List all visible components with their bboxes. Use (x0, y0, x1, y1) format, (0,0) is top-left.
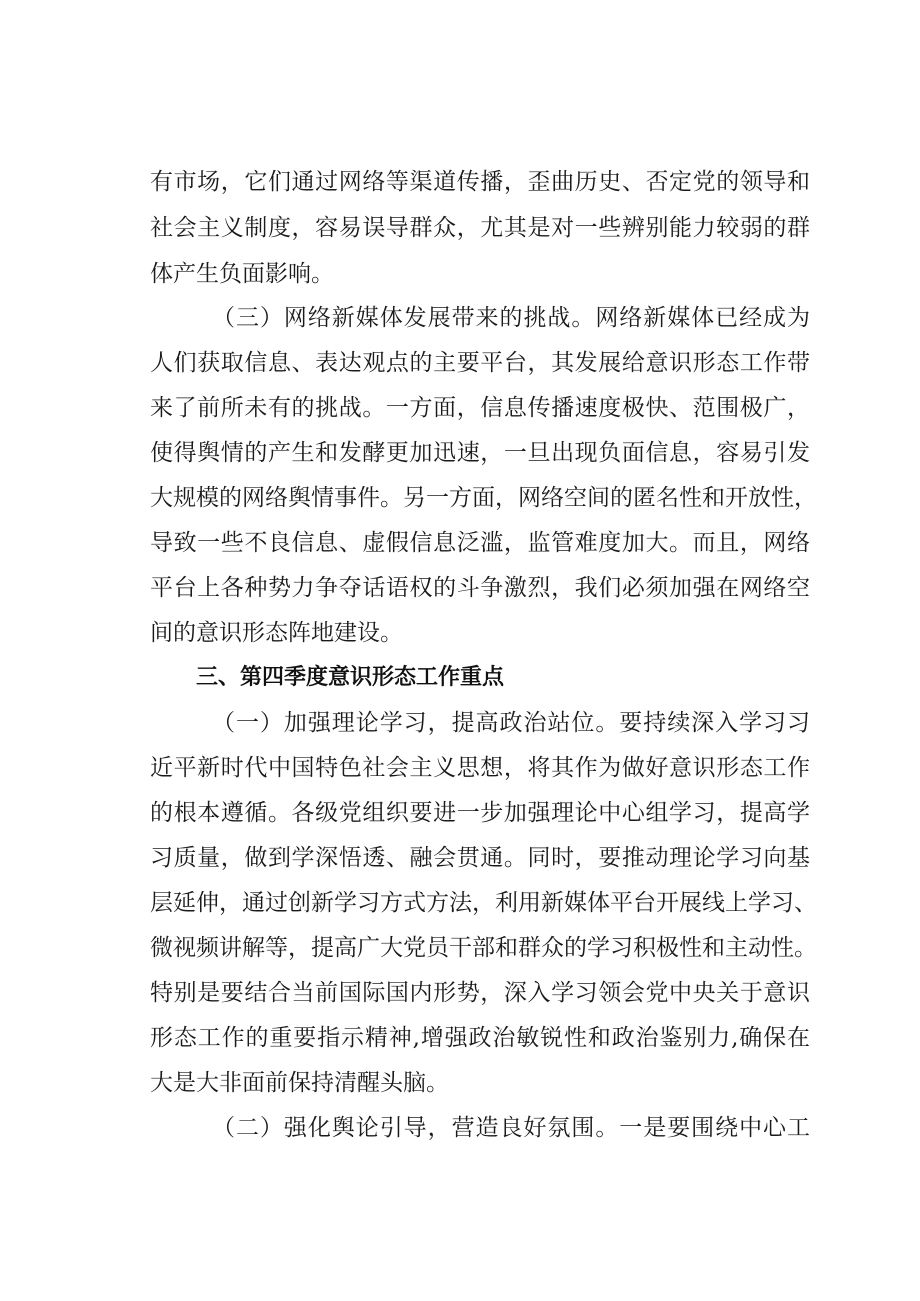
body-text-line: （三）网络新媒体发展带来的挑战。网络新媒体已经成为 (212, 305, 810, 331)
body-text-line: 体产生负面影响。 (150, 261, 334, 287)
body-text-line: （二）强化舆论引导，营造良好氛围。一是要围绕中心工 (212, 1115, 810, 1141)
body-text-line: 有市场，它们通过网络等渠道传播，歪曲历史、否定党的领导和 (150, 169, 810, 195)
body-text-line: （一）加强理论学习，提高政治站位。要持续深入学习习 (212, 710, 810, 736)
body-text-line: 微视频讲解等，提高广大党员干部和群众的学习积极性和主动性。 (150, 935, 817, 961)
section-heading: 三、第四季度意识形态工作重点 (196, 665, 505, 690)
body-text-line: 使得舆情的产生和发酵更加迅速，一旦出现负面信息，容易引发 (150, 440, 810, 466)
body-text-line: 导致一些不良信息、虚假信息泛滥，监管难度加大。而且，网络 (150, 530, 810, 556)
body-text-line: 大是大非面前保持清醒头脑。 (150, 1070, 449, 1096)
body-text-line: 层延伸，通过创新学习方式方法，利用新媒体平台开展线上学习、 (150, 890, 817, 916)
body-text-line: 社会主义制度，容易误导群众，尤其是对一些辨别能力较弱的群 (150, 215, 810, 241)
body-text-line: 间的意识形态阵地建设。 (150, 620, 403, 646)
body-text-line: 平台上各种势力争夺话语权的斗争激烈，我们必须加强在网络空 (150, 575, 810, 601)
body-text-line: 近平新时代中国特色社会主义思想，将其作为做好意识形态工作 (150, 755, 810, 781)
body-text-line: 习质量，做到学深悟透、融会贯通。同时，要推动理论学习向基 (150, 845, 810, 871)
body-text-line: 人们获取信息、表达观点的主要平台，其发展给意识形态工作带 (150, 350, 810, 376)
body-text-line: 来了前所未有的挑战。一方面，信息传播速度极快、范围极广， (150, 395, 810, 421)
body-text-line: 特别是要结合当前国际国内形势，深入学习领会党中央关于意识 (150, 980, 810, 1006)
body-text-line: 的根本遵循。各级党组织要进一步加强理论中心组学习，提高学 (150, 800, 810, 826)
body-text-line: 大规模的网络舆情事件。另一方面，网络空间的匿名性和开放性， (150, 485, 817, 511)
body-text-line: 形态工作的重要指示精神,增强政治敏锐性和政治鉴别力,确保在 (150, 1025, 810, 1051)
